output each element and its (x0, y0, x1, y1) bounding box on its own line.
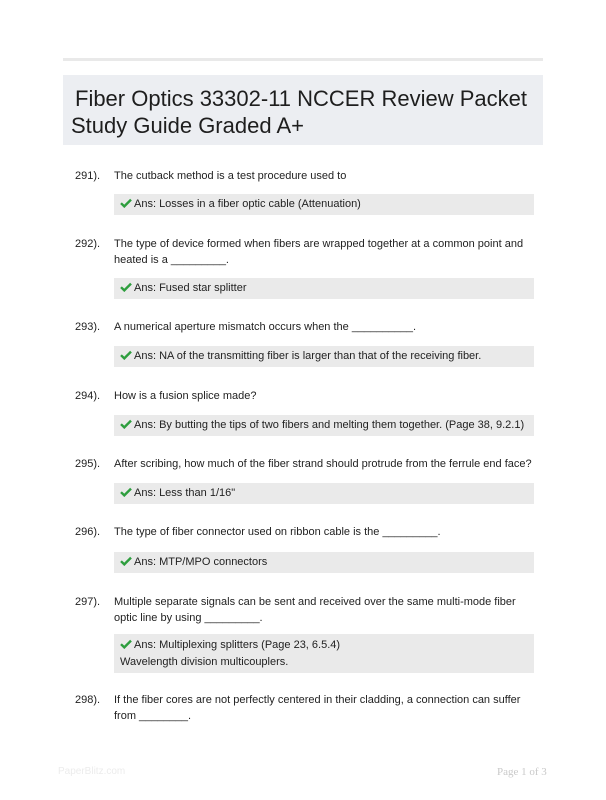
answer-box (114, 194, 534, 215)
check-icon (120, 281, 132, 297)
answer-text: Ans: Losses in a fiber optic cable (Attenuation) (134, 198, 361, 210)
answer-box (114, 483, 534, 504)
question-text: How is a fusion splice made? (114, 390, 257, 402)
question-text: If the fiber cores are not perfectly centered in their cladding, a connection can suffer from ________. (114, 694, 521, 722)
page-number: Page 1 of 3 (497, 766, 547, 778)
question-number: 295). (75, 458, 101, 470)
answer-box (114, 415, 534, 436)
answer-text: Ans: Fused star splitter (134, 282, 247, 294)
question-text: Multiple separate signals can be sent and received over the same multi-mode fiber optic line by using _________. (114, 596, 516, 624)
question-text: A numerical aperture mismatch occurs when the __________. (114, 321, 417, 333)
document-title-line-2: Study Guide Graded A+ (71, 113, 304, 138)
answer-box (114, 552, 534, 573)
answer-text: Ans: MTP/MPO connectors (134, 556, 268, 568)
top-divider (63, 58, 543, 61)
document-title-line-1: Fiber Optics 33302-11 NCCER Review Packet (75, 86, 527, 111)
answer-text: Ans: NA of the transmitting fiber is larger than that of the receiving fiber. (134, 350, 482, 362)
question-number: 297). (75, 596, 101, 608)
check-icon (120, 555, 132, 571)
check-icon (120, 418, 132, 434)
answer-text: Ans: Less than 1/16" (134, 487, 236, 499)
answer-box (114, 634, 534, 673)
question-number: 298). (75, 694, 101, 706)
answer-box (114, 346, 534, 367)
check-icon (120, 349, 132, 365)
question-text: The cutback method is a test procedure used to (114, 170, 347, 182)
check-icon (120, 486, 132, 502)
answer-text: Ans: By butting the tips of two fibers and melting them together. (Page 38, 9.2.1) (134, 419, 525, 431)
answer-box (114, 278, 534, 299)
question-text: The type of device formed when fibers are wrapped together at a common point and heated is a _________. (114, 238, 524, 266)
question-text: After scribing, how much of the fiber strand should protrude from the ferrule end face? (114, 458, 532, 470)
answer-text: Ans: Multiplexing splitters (Page 23, 6.5.4) (134, 639, 341, 651)
check-icon (120, 638, 132, 654)
question-text: The type of fiber connector used on ribbon cable is the _________. (114, 526, 441, 538)
question-number: 291). (75, 170, 101, 182)
question-number: 296). (75, 526, 101, 538)
question-number: 292). (75, 238, 101, 250)
check-icon (120, 197, 132, 213)
document-title-box (63, 75, 543, 145)
question-number: 294). (75, 390, 101, 402)
answer-text-line-2: Wavelength division multicouplers. (120, 656, 289, 668)
footer-watermark: PaperBlitz.com (58, 766, 126, 777)
question-number: 293). (75, 321, 101, 333)
